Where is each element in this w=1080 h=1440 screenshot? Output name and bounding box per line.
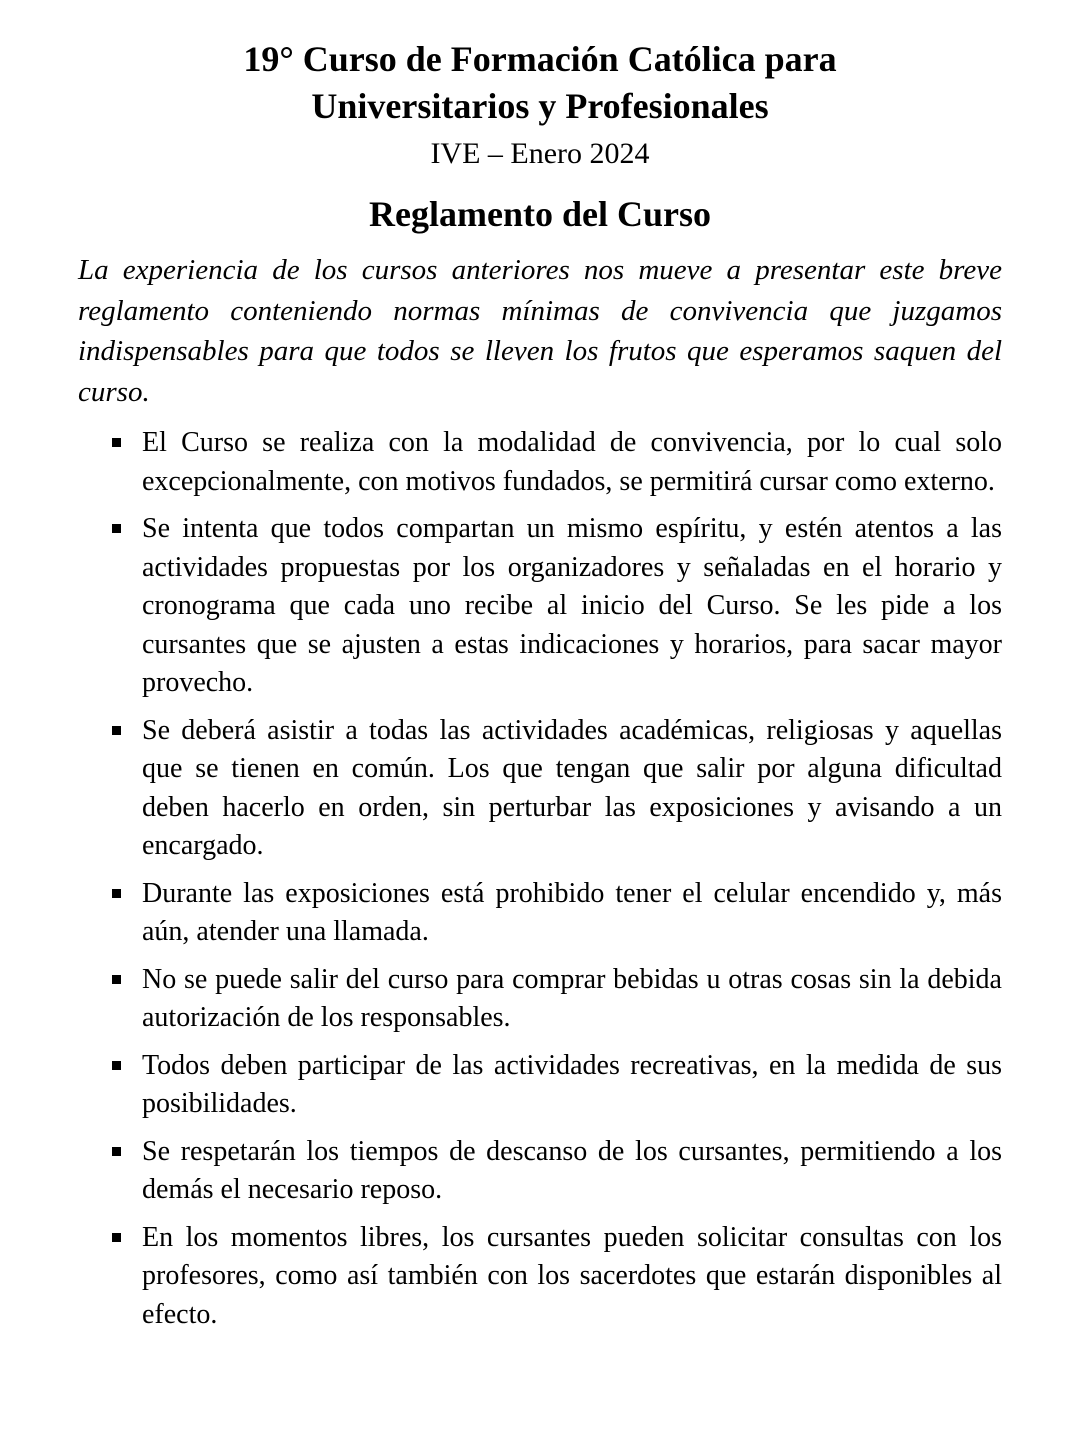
- square-bullet-icon: [112, 975, 121, 984]
- document-subtitle: IVE – Enero 2024: [430, 137, 650, 170]
- rule-text: Se intenta que todos compartan un mismo espíritu, y estén atentos a las actividades propuestas por los organizadores y señaladas en el horario y cronograma que cada uno recibe al inicio del Curso. Se les pide a los cursantes que se ajusten a estas indicaciones y horarios, para sacar mayor provecho.: [142, 513, 1002, 698]
- square-bullet-icon: [112, 438, 121, 447]
- rule-text: Se deberá asistir a todas las actividades académicas, religiosas y aquellas que se tienen en común. Los que tengan que salir por alguna dificultad deben hacerlo en orden, sin perturbar las exposiciones y avisando a un encargado.: [142, 714, 1002, 861]
- title-line-1: 19° Curso de Formación Católica para: [243, 39, 837, 79]
- section-title: Reglamento del Curso: [369, 194, 711, 234]
- document-title: [78, 36, 1002, 130]
- square-bullet-icon: [112, 1233, 121, 1242]
- rules-list: [78, 424, 1002, 1334]
- rule-item: [142, 1219, 1002, 1335]
- rule-item: [142, 1047, 1002, 1124]
- rule-text: Se respetarán los tiempos de descanso de los cursantes, permitiendo a los demás el necesario reposo.: [142, 1135, 1002, 1205]
- square-bullet-icon: [112, 1061, 121, 1070]
- rule-item: [142, 1133, 1002, 1210]
- rule-text: No se puede salir del curso para comprar bebidas u otras cosas sin la debida autorización de los responsables.: [142, 963, 1002, 1033]
- rule-text: El Curso se realiza con la modalidad de convivencia, por lo cual solo excepcionalmente, con motivos fundados, se permitirá cursar como externo.: [142, 427, 1002, 497]
- rule-item: [142, 875, 1002, 952]
- intro-paragraph: La experiencia de los cursos anteriores nos mueve a presentar este breve reglamento conteniendo normas mínimas de convivencia que juzgamos indispensables para que todos se lleven los frutos que esperamos saquen del curso.: [78, 254, 1002, 408]
- rule-text: Todos deben participar de las actividades recreativas, en la medida de sus posibilidades.: [142, 1049, 1002, 1119]
- square-bullet-icon: [112, 889, 121, 898]
- title-line-2: Universitarios y Profesionales: [311, 86, 769, 126]
- rule-item: [142, 961, 1002, 1038]
- rule-text: Durante las exposiciones está prohibido tener el celular encendido y, más aún, atender una llamada.: [142, 877, 1002, 947]
- square-bullet-icon: [112, 726, 121, 735]
- square-bullet-icon: [112, 1147, 121, 1156]
- square-bullet-icon: [112, 524, 121, 533]
- rule-item: [142, 510, 1002, 703]
- rule-text: En los momentos libres, los cursantes pueden solicitar consultas con los profesores, como así también con los sacerdotes que estarán disponibles al efecto.: [142, 1221, 1002, 1330]
- rule-item: [142, 712, 1002, 866]
- rule-item: [142, 424, 1002, 501]
